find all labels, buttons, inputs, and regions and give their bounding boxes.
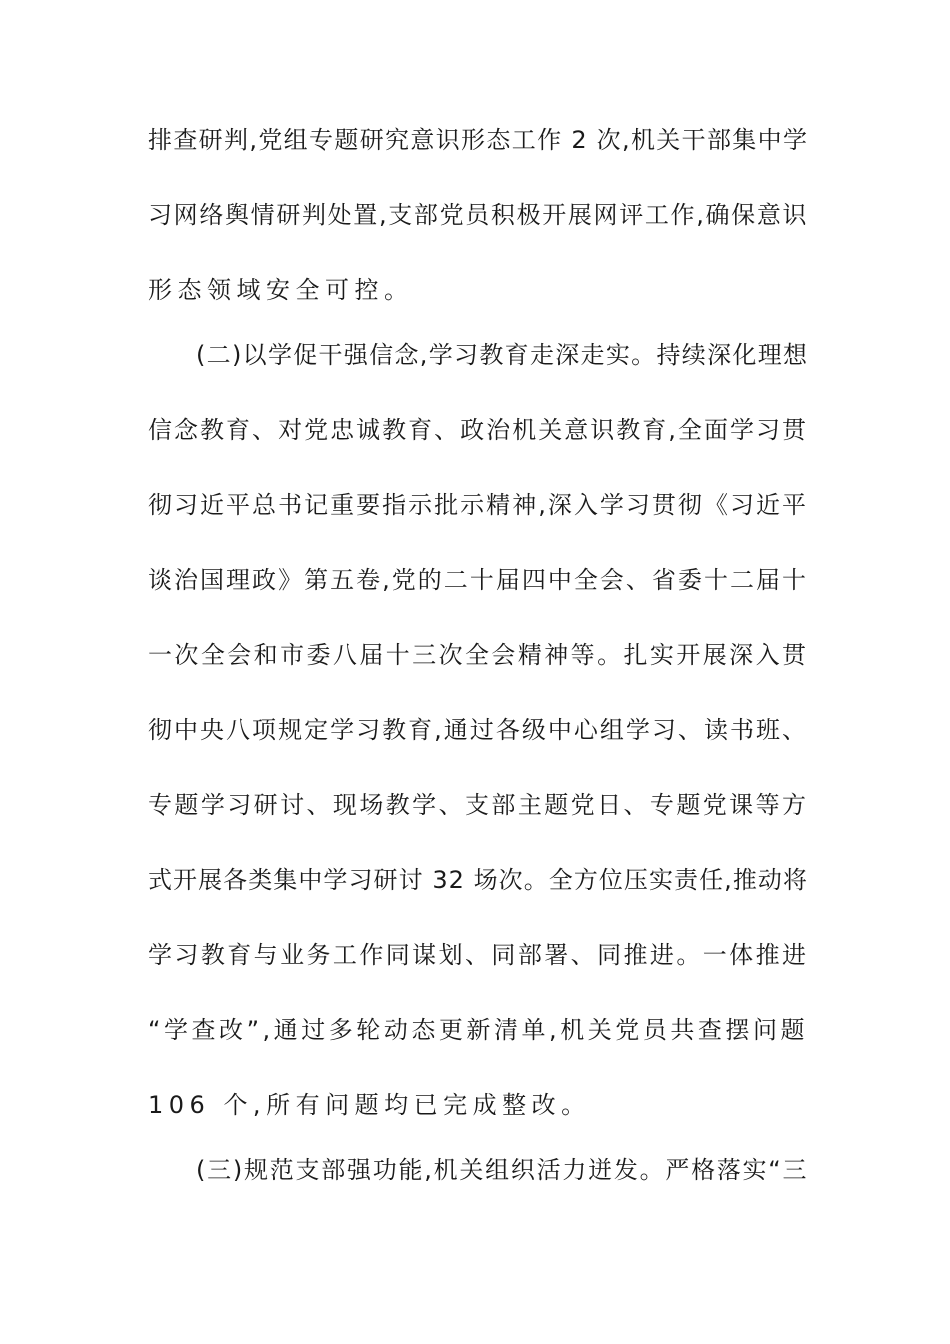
text-line: 信念教育、对党忠诚教育、政治机关意识教育,全面学习贯 [148,416,808,444]
text-line: 一次全会和市委八届十三次全会精神等。扎实开展深入贯 [148,641,808,669]
paragraph-heading-3: (三)规范支部强功能,机关组织活力迸发。严格落实“三 [196,1156,808,1184]
text-line: 形态领域安全可控。 [148,276,414,304]
text-line: 专题学习研讨、现场教学、支部主题党日、专题党课等方 [148,791,808,819]
paragraph-heading-2: (二)以学促干强信念,学习教育走深走实。持续深化理想 [196,341,808,369]
text-line: 学习教育与业务工作同谋划、同部署、同推进。一体推进 [148,941,808,969]
text-line: 彻中央八项规定学习教育,通过各级中心组学习、读书班、 [148,716,808,744]
text-line: 106 个,所有问题均已完成整改。 [148,1091,591,1119]
text-line: 谈治国理政》第五卷,党的二十届四中全会、省委十二届十 [148,566,808,594]
text-line: “学查改”,通过多轮动态更新清单,机关党员共查摆问题 [148,1016,808,1044]
text-line: 习网络舆情研判处置,支部党员积极开展网评工作,确保意识 [148,201,808,229]
text-line: 排查研判,党组专题研究意识形态工作 2 次,机关干部集中学 [148,126,808,154]
text-line: 式开展各类集中学习研讨 32 场次。全方位压实责任,推动将 [148,866,808,894]
text-line: 彻习近平总书记重要指示批示精神,深入学习贯彻《习近平 [148,491,808,519]
